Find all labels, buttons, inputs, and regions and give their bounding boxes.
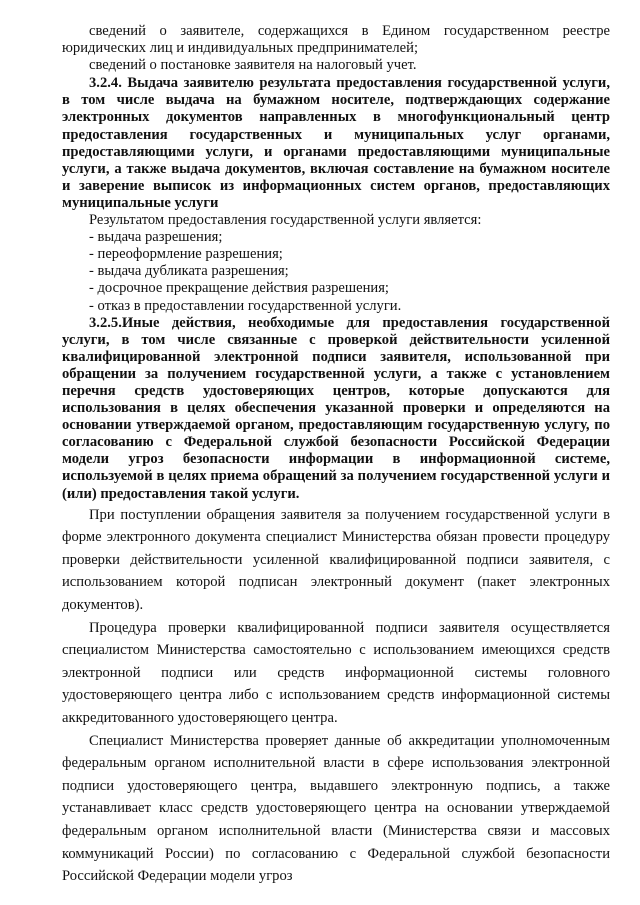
paragraph-tax-registration: сведений о постановке заявителя на налоговый учет. (89, 57, 417, 74)
list-item: - выдача разрешения; (89, 229, 223, 246)
list-item: - переоформление разрешения; (89, 246, 283, 263)
paragraph-verification-procedure: Процедура проверки квалифицированной подписи заявителя осуществляется специалистом Министерства самостоятельно с использованием имеющихся средств электронной подписи или средств информационной системы головного удостоверяющего центра либо с использованием средств информационной системы аккредитованного удостоверяющего центра. (62, 619, 610, 726)
document-text (62, 23, 610, 888)
paragraph-signature-check: При поступлении обращения заявителя за получением государственной услуги в форме электронного документа специалист Министерства обязан провести процедуру проверки действительности усиленной квалифицированной подписи заявителя, с использованием которой подписан электронный документ (пакет электронных документов). (62, 506, 610, 613)
list-item: - досрочное прекращение действия разрешения; (89, 280, 389, 297)
list-item: - выдача дубликата разрешения; (89, 263, 289, 280)
section-heading-3-2-5: 3.2.5.Иные действия, необходимые для предоставления государственной услуги, в том числе связанные с проверкой действительности усиленной квалифицированной электронной подписи заявителя, использованной при обращении за получением государственной услуги, а также с установлением перечня средств удостоверяющих центров, которые допускаются для использования в целях обеспечения указанной проверки и определяются на основании утверждаемой органом, предоставляющим государственную услугу, по согласованию с Федеральной службой безопасности Российской Федерации модели угроз безопасности информации в информационной системе, используемой в целях приема обращений за получением государственной услуги и (или) предоставления такой услуги. (62, 314, 610, 502)
result-list (62, 229, 610, 314)
paragraph-accreditation-check: Специалист Министерства проверяет данные об аккредитации уполномоченным федеральным органом исполнительной власти в сфере использования электронной подписи удостоверяющего центра, выдавшего электронную подпись, а также устанавливает класс средств удостоверяющего центра на основании утверждаемой федеральным органом исполнительной власти (Министерства связи и массовых коммуникаций России) по согласованию с Федеральной службой безопасности Российской Федерации модели угроз (62, 732, 610, 885)
section-heading-3-2-4: 3.2.4. Выдача заявителю результата предоставления государственной услуги, в том числе выдача на бумажном носителе, подтверждающих содержание электронных документов направленных в многофункциональный центр предоставления государственных и муниципальных услуг органами, предоставляющими услуги, и органами предоставляющими муниципальные услуги, а также выдача документов, включая составление на бумажном носителе и заверение выписок из информационных систем органов, предоставляющих муниципальные услуги (62, 75, 610, 211)
list-item: - отказ в предоставлении государственной услуги. (89, 297, 402, 314)
paragraph-result-intro: Результатом предоставления государственной услуги является: (89, 212, 482, 229)
paragraph-egrul-info: сведений о заявителе, содержащихся в Едином государственном реестре юридических лиц и индивидуальных предпринимателей; (62, 23, 610, 57)
